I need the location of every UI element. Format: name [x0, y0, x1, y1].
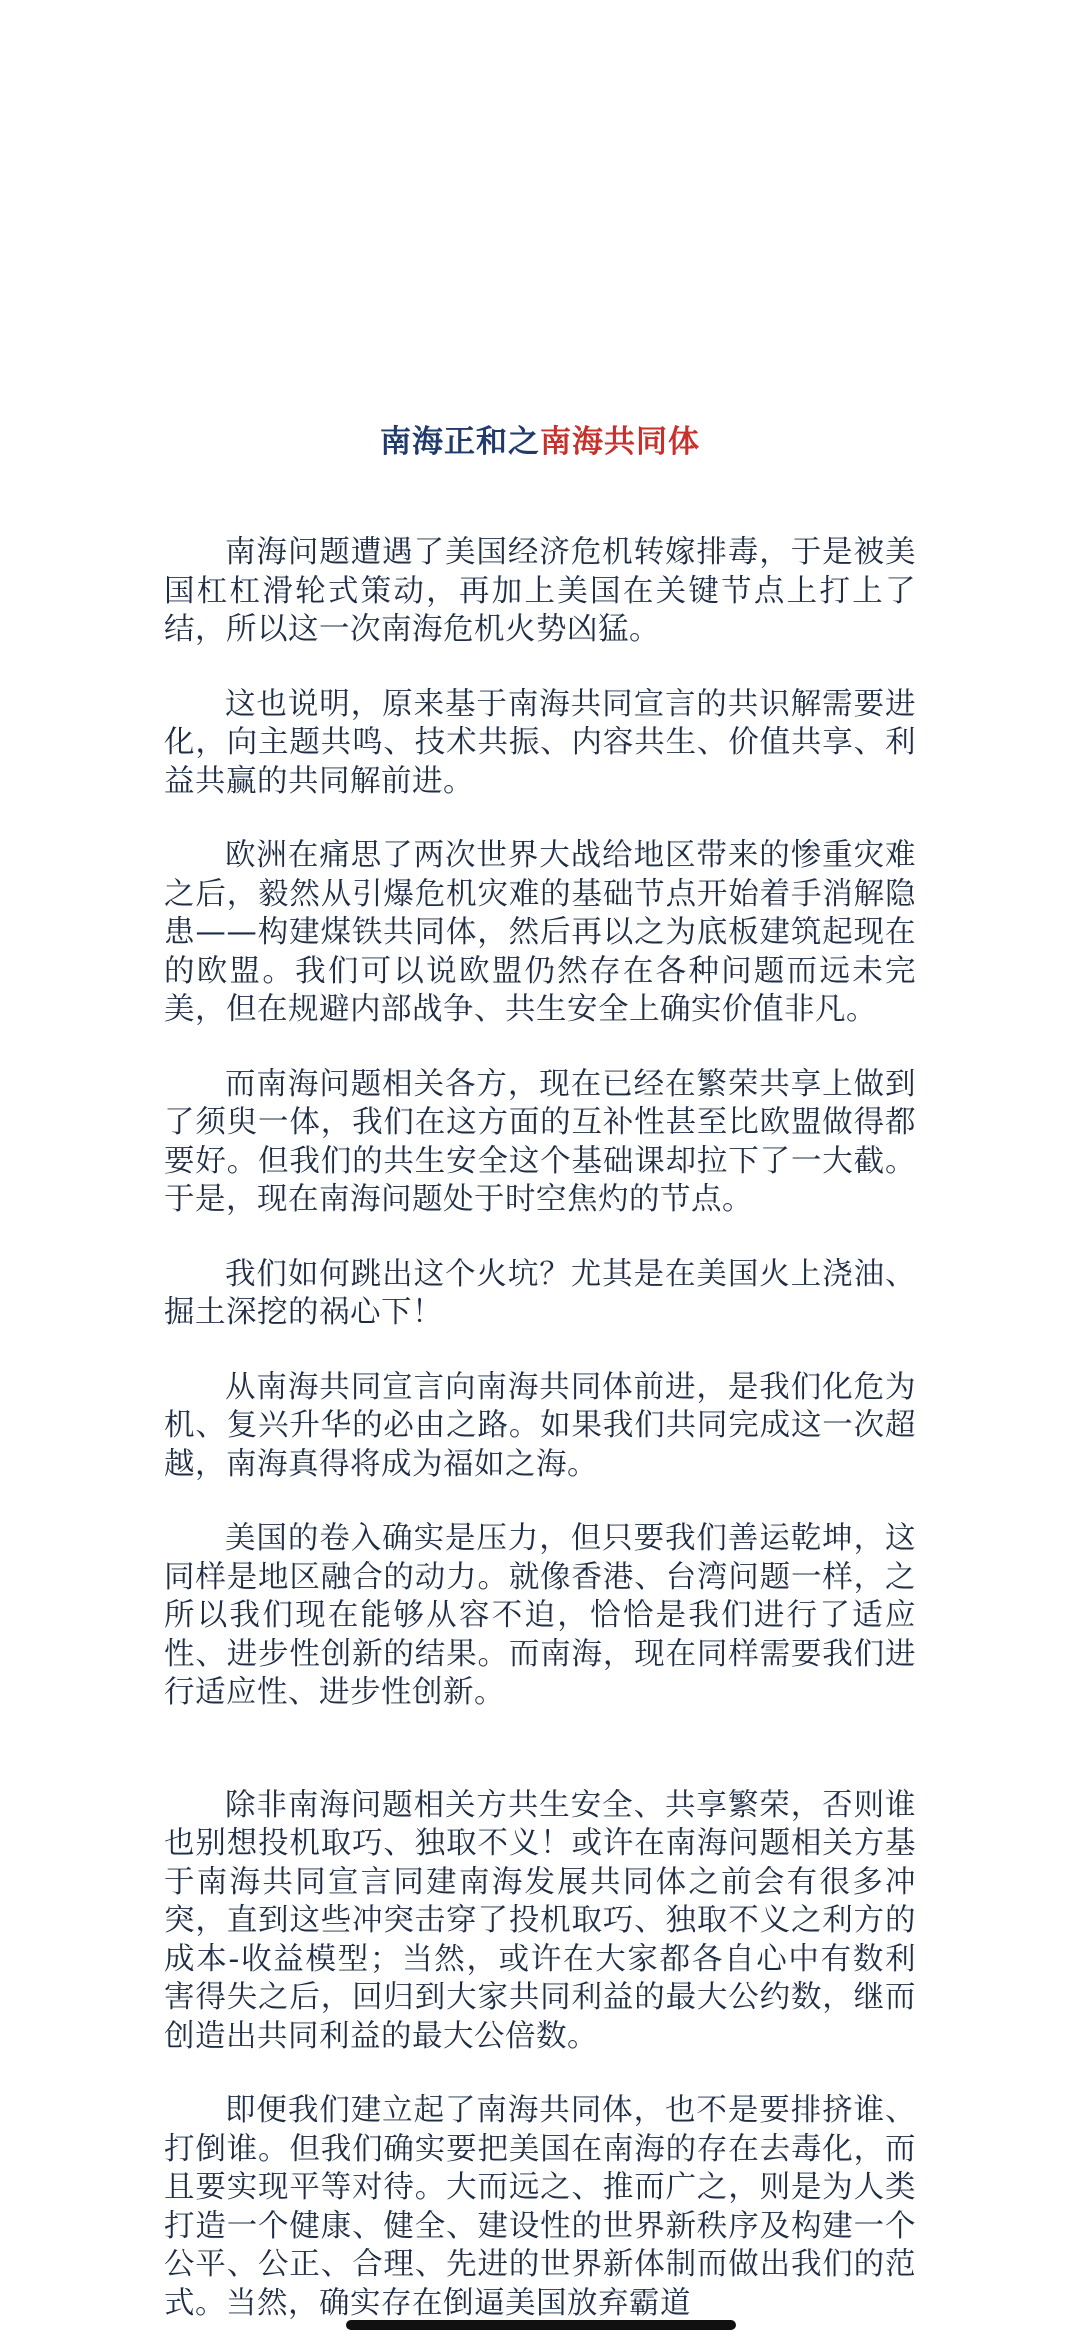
- title-part-accent: 南海共同体: [540, 424, 700, 460]
- paragraph: 欧洲在痛思了两次世界大战给地区带来的惨重灾难之后，毅然从引爆危机灾难的基础节点开始着手消解隐患——构建煤铁共同体，然后再以之为底板建筑起现在的欧盟。我们可以说欧盟仍然存在各种问题而远未完美，但在规避内部战争、共生安全上确实价值非凡。: [164, 838, 916, 1027]
- article-body: [164, 534, 916, 2339]
- paragraph: 美国的卷入确实是压力，但只要我们善运乾坤，这同样是地区融合的动力。就像香港、台湾问题一样，之所以我们现在能够从容不迫，恰恰是我们进行了适应性、进步性创新的结果。而南海，现在同样需要我们进行适应性、进步性创新。: [164, 1521, 916, 1710]
- paragraph: 而南海问题相关各方，现在已经在繁荣共享上做到了须臾一体，我们在这方面的互补性甚至比欧盟做得都要好。但我们的共生安全这个基础课却拉下了一大截。于是，现在南海问题处于时空焦灼的节点。: [164, 1066, 916, 1217]
- paragraph: 从南海共同宣言向南海共同体前进，是我们化危为机、复兴升华的必由之路。如果我们共同完成这一次超越，南海真得将成为福如之海。: [164, 1369, 916, 1482]
- paragraph: 南海问题遭遇了美国经济危机转嫁排毒，于是被美国杠杠滑轮式策动，再加上美国在关键节点上打上了结，所以这一次南海危机火势凶猛。: [164, 535, 916, 647]
- paragraph: 这也说明，原来基于南海共同宣言的共识解需要进化，向主题共鸣、技术共振、内容共生、价值共享、利益共赢的共同解前进。: [164, 686, 916, 799]
- paragraph: 除非南海问题相关方共生安全、共享繁荣，否则谁也别想投机取巧、独取不义！或许在南海问题相关方基于南海共同宣言同建南海发展共同体之前会有很多冲突，直到这些冲突击穿了投机取巧、独取不义之利方的成本-收益模型；当然，或许在大家都各自心中有数利害得失之后，回归到大家共同利益的最大公约数，继而创造出共同利益的最大公倍数。: [164, 1787, 916, 2054]
- scroll-indicator: [346, 2320, 736, 2330]
- title-part-primary: 南海正和之: [380, 424, 540, 460]
- paragraph: 我们如何跳出这个火坑？尤其是在美国火上浇油、掘土深挖的祸心下！: [164, 1256, 916, 1330]
- paragraph: 即便我们建立起了南海共同体，也不是要排挤谁、打倒谁。但我们确实要把美国在南海的存在去毒化，而且要实现平等对待。大而远之、推而广之，则是为人类打造一个健康、健全、建设性的世界新秩序及构建一个公平、公正、合理、先进的世界新体制而做出我们的范式。当然，确实存在倒逼美国放弃霸道: [164, 2093, 916, 2321]
- article-title: [0, 418, 1080, 466]
